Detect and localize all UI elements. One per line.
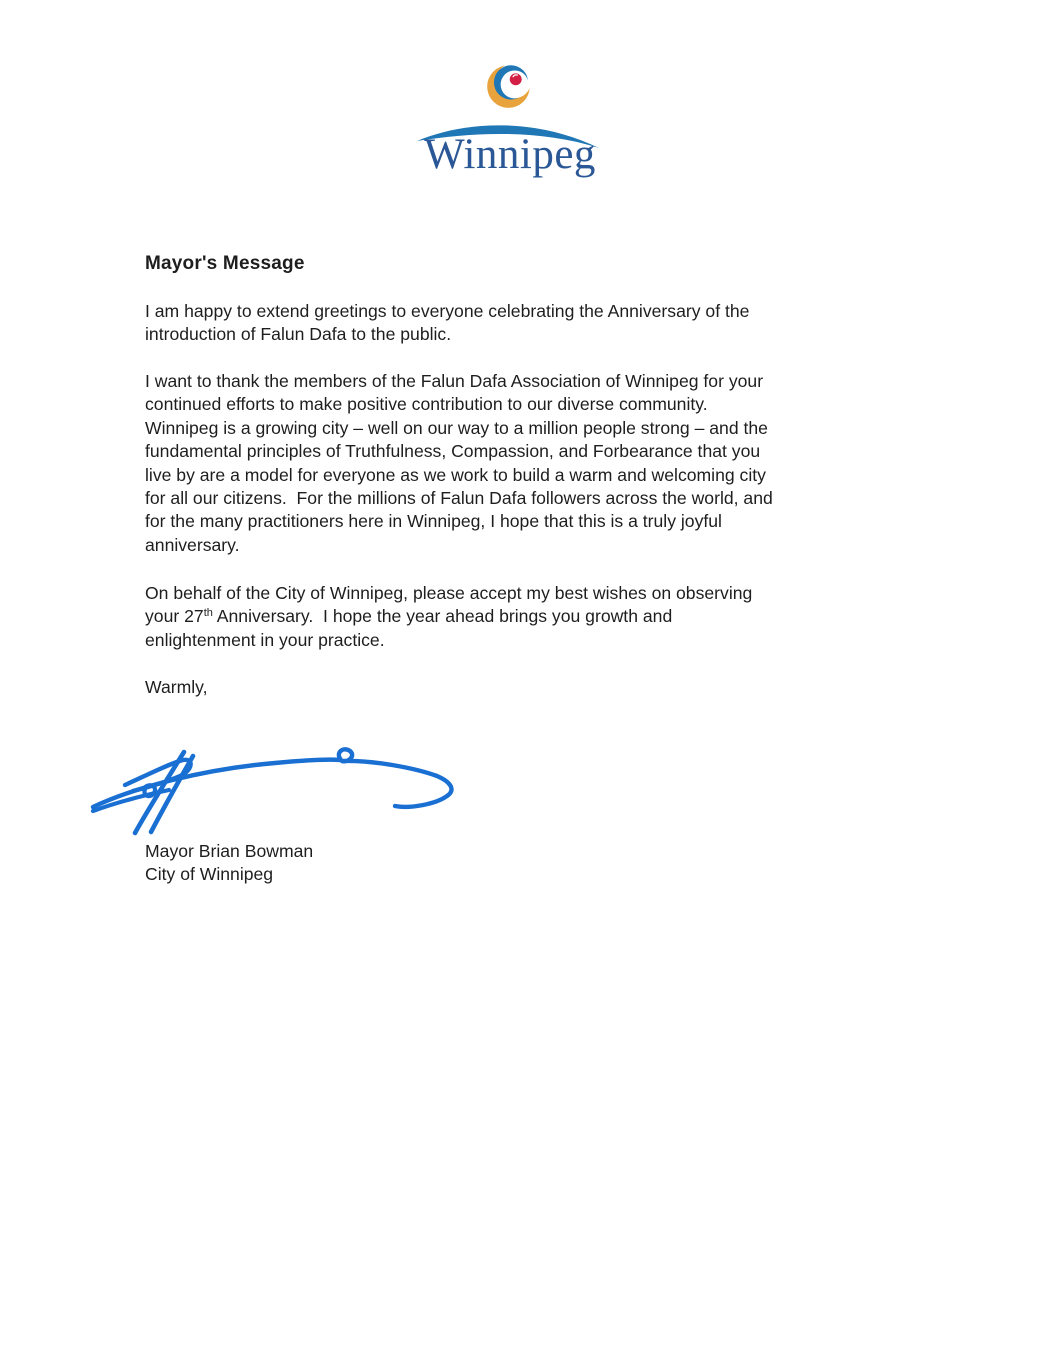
closing-block <box>145 676 208 699</box>
letter-heading: Mayor's Message <box>145 253 305 274</box>
paragraph-line: Winnipeg is a growing city – well on our way to a million people strong – and the <box>145 417 768 438</box>
winnipeg-emblem-icon <box>484 58 536 112</box>
paragraph-3 <box>145 582 752 652</box>
paragraph-line: live by are a model for everyone as we work to build a warm and welcoming city <box>145 464 766 485</box>
paragraph-line: continued efforts to make positive contribution to our diverse community. <box>145 394 708 415</box>
paragraph-line: anniversary. <box>145 534 240 555</box>
paragraph-line: introduction of Falun Dafa to the public. <box>145 324 452 345</box>
paragraph-line: for all our citizens. For the millions of Falun Dafa followers across the world, and <box>145 488 773 509</box>
signer-block <box>145 840 313 887</box>
logo-wordmark: Winnipeg <box>424 131 596 178</box>
ordinal-suffix: th <box>203 607 213 620</box>
paragraph-1 <box>145 300 749 347</box>
winnipeg-logo <box>415 58 605 198</box>
paragraph-line: I want to thank the members of the Falun Dafa Association of Winnipeg for your <box>145 371 764 391</box>
closing-salutation: Warmly, <box>145 677 208 697</box>
paragraph-line: fundamental principles of Truthfulness, Compassion, and Forbearance that you <box>145 441 761 462</box>
signature-ink-icon <box>85 735 470 845</box>
signer-name: Mayor Brian Bowman <box>145 841 314 861</box>
paragraph-line: for the many practitioners here in Winnipeg, I hope that this is a truly joyful <box>145 511 722 532</box>
paragraph-line <box>145 605 752 628</box>
letter-heading-block <box>145 252 305 275</box>
anniversary-text-pre: your 27 <box>145 606 204 627</box>
signer-organization: City of Winnipeg <box>145 864 274 885</box>
anniversary-text-post: Anniversary. I hope the year ahead brings you growth and <box>212 606 673 627</box>
paragraph-line: enlightenment in your practice. <box>145 629 385 650</box>
paragraph-2 <box>145 370 773 557</box>
paragraph-line: On behalf of the City of Winnipeg, please accept my best wishes on observing <box>145 583 753 603</box>
paragraph-line: I am happy to extend greetings to everyone celebrating the Anniversary of the <box>145 301 750 321</box>
signature-block <box>85 735 470 850</box>
